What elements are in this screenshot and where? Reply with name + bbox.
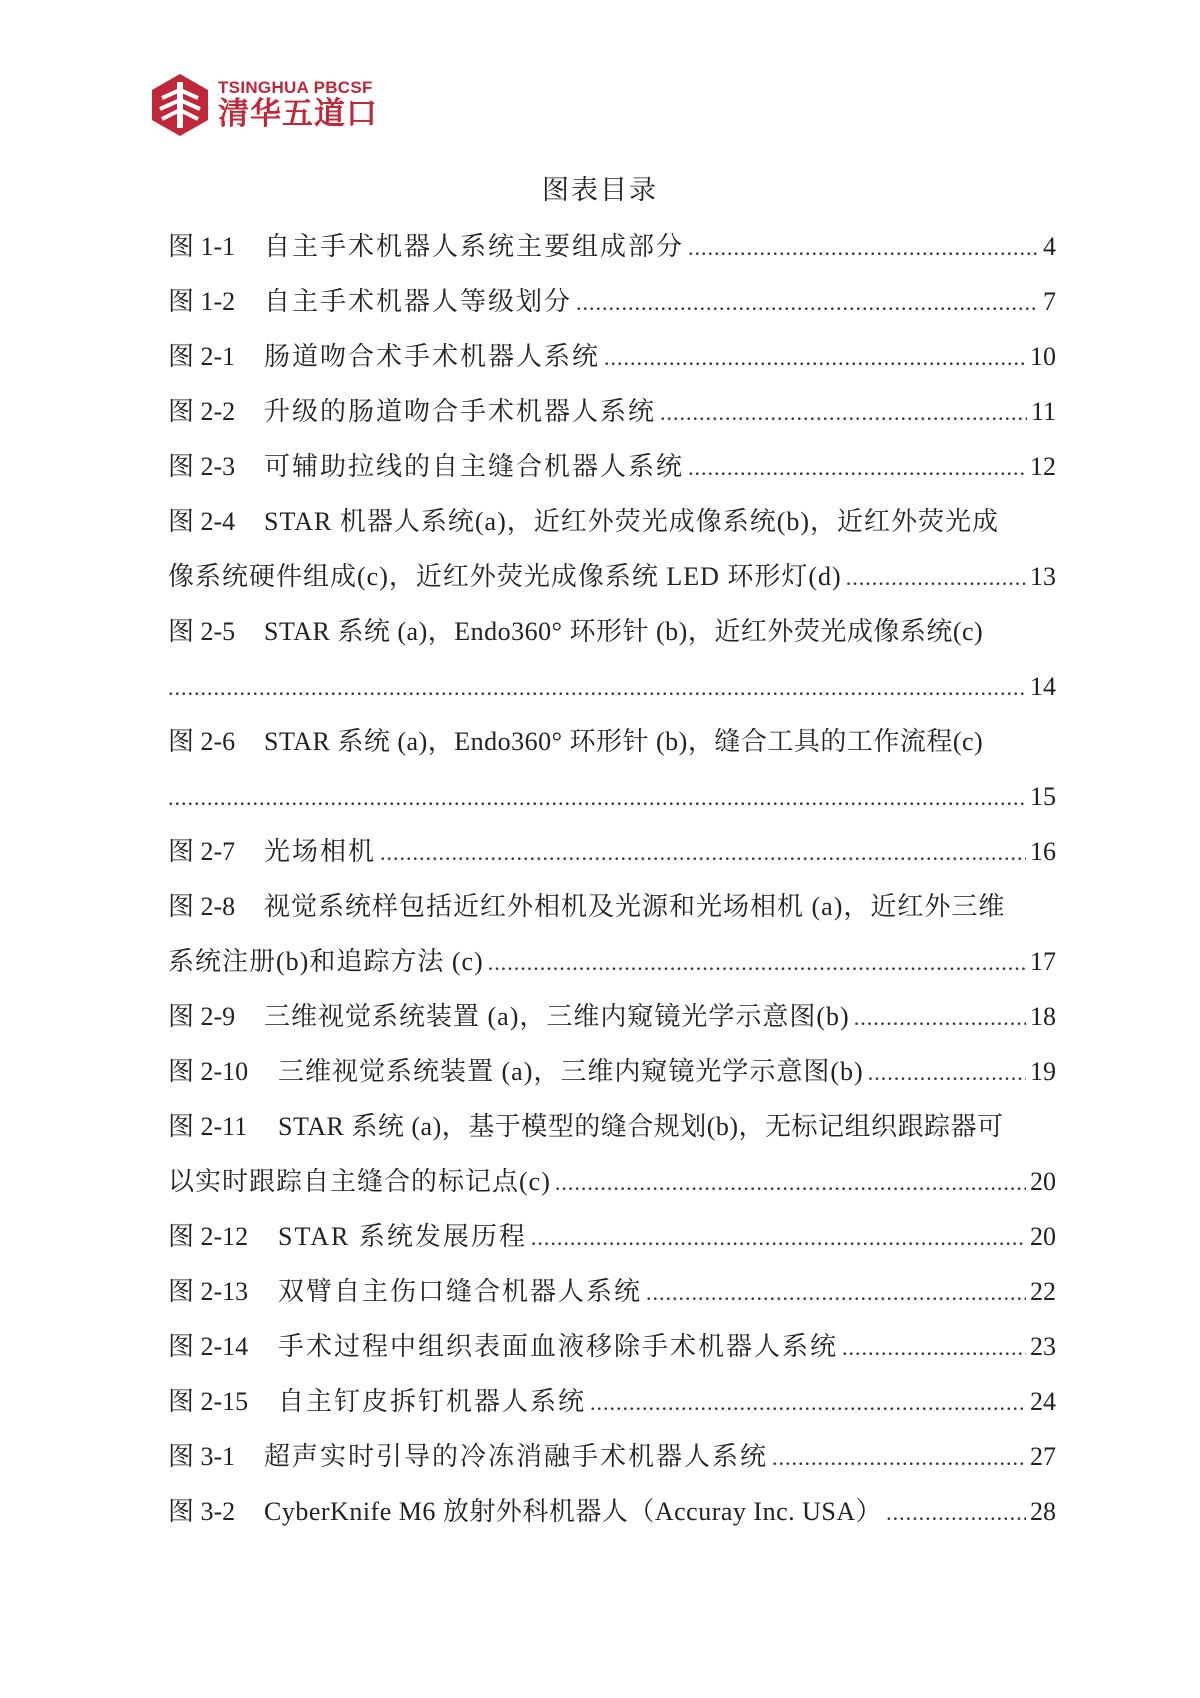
page-number: 27: [1030, 1442, 1056, 1471]
toc-entry[interactable]: [168, 1044, 1056, 1099]
figure-number: 图 3-1: [168, 1442, 236, 1471]
figure-number: 图 2-14: [168, 1332, 249, 1361]
dot-leader: [590, 1375, 1026, 1430]
figure-caption: 超声实时引导的冷冻消融手术机器人系统: [264, 1442, 769, 1471]
page-number: 20: [1030, 1167, 1056, 1196]
figure-number: 图 2-4: [168, 507, 236, 536]
page-number: 11: [1030, 397, 1056, 426]
figure-caption: 自主手术机器人等级划分: [264, 287, 573, 316]
dot-leader: [772, 1430, 1026, 1485]
figure-number: 图 2-13: [168, 1277, 249, 1306]
figure-number: 图 2-1: [168, 342, 236, 371]
dot-leader: [380, 825, 1026, 880]
figure-number: 图 2-10: [168, 1057, 249, 1086]
header-logo: [150, 72, 378, 138]
figure-caption: 双臂自主伤口缝合机器人系统: [278, 1277, 643, 1306]
figure-number: 图 1-1: [168, 232, 236, 261]
dot-leader: [576, 275, 1039, 330]
dot-leader: [660, 385, 1027, 440]
figure-caption: STAR 系统 (a)，基于模型的缝合规划(b)，无标记组织跟踪器可: [278, 1112, 1004, 1141]
page-title: 图表目录: [542, 175, 658, 205]
dot-leader: [842, 1320, 1026, 1375]
figure-caption-continued: 系统注册(b)和追踪方法 (c): [168, 947, 484, 976]
toc-entry[interactable]: [168, 1099, 1056, 1209]
dot-leader: [168, 770, 1026, 825]
toc-entry[interactable]: [168, 219, 1056, 274]
toc-entry[interactable]: [168, 604, 1056, 714]
figure-caption: 三维视觉系统装置 (a)，三维内窥镜光学示意图(b): [264, 1002, 850, 1031]
figure-caption: 视觉系统样包括近红外相机及光源和光场相机 (a)，近红外三维: [264, 892, 1006, 921]
toc-entry[interactable]: [168, 1484, 1056, 1539]
toc-entry[interactable]: [168, 274, 1056, 329]
figure-caption: STAR 系统发展历程: [278, 1222, 527, 1251]
figure-caption: 光场相机: [264, 837, 377, 866]
toc-entry[interactable]: [168, 384, 1056, 439]
page-number: 18: [1030, 1002, 1056, 1031]
dot-leader: [531, 1210, 1026, 1265]
dot-leader: [646, 1265, 1026, 1320]
figure-number: 图 2-8: [168, 892, 236, 921]
toc-entry[interactable]: [168, 1319, 1056, 1374]
page-number: 13: [1030, 562, 1056, 591]
page-number: 12: [1030, 452, 1056, 481]
toc-entry[interactable]: [168, 1264, 1056, 1319]
figure-number: 图 2-9: [168, 1002, 236, 1031]
figure-caption: 自主手术机器人系统主要组成部分: [264, 232, 685, 261]
figure-caption: 肠道吻合术手术机器人系统: [264, 342, 601, 371]
toc-entry[interactable]: [168, 714, 1056, 824]
toc-entry[interactable]: [168, 1209, 1056, 1264]
figure-number: 图 2-12: [168, 1222, 249, 1251]
dot-leader: [886, 1485, 1026, 1540]
page-number: 19: [1030, 1057, 1056, 1086]
dot-leader: [488, 935, 1026, 990]
toc-entry[interactable]: [168, 494, 1056, 604]
figure-number: 图 2-3: [168, 452, 236, 481]
logo-emblem-icon: [150, 72, 210, 138]
dot-leader: [688, 440, 1026, 495]
figure-caption: 升级的肠道吻合手术机器人系统: [264, 397, 657, 426]
figure-number: 图 2-15: [168, 1387, 249, 1416]
figure-number: 图 2-5: [168, 617, 236, 646]
page-number: 15: [1030, 782, 1056, 811]
page-number: 4: [1043, 232, 1056, 261]
figure-caption: 可辅助拉线的自主缝合机器人系统: [264, 452, 685, 481]
logo-chinese-text: 清华五道口: [218, 96, 378, 132]
page-number: 20: [1030, 1222, 1056, 1251]
figure-number: 图 1-2: [168, 287, 236, 316]
figure-number: 图 2-7: [168, 837, 236, 866]
toc-entry[interactable]: [168, 329, 1056, 384]
figure-caption: STAR 系统 (a)，Endo360° 环形针 (b)，近红外荧光成像系统(c): [264, 617, 984, 646]
toc-entry[interactable]: [168, 824, 1056, 879]
figure-caption: STAR 机器人系统(a)，近红外荧光成像系统(b)，近红外荧光成: [264, 507, 1000, 536]
dot-leader: [854, 990, 1026, 1045]
table-of-figures: [168, 219, 1056, 1539]
page-number: 24: [1030, 1387, 1056, 1416]
toc-entry[interactable]: [168, 1374, 1056, 1429]
figure-caption-continued: 像系统硬件组成(c)，近红外荧光成像系统 LED 环形灯(d): [168, 562, 842, 591]
dot-leader: [168, 660, 1026, 715]
figure-number: 图 3-2: [168, 1497, 236, 1526]
page-number: 14: [1030, 672, 1056, 701]
page-number: 22: [1030, 1277, 1056, 1306]
figure-caption: 手术过程中组织表面血液移除手术机器人系统: [278, 1332, 839, 1361]
dot-leader: [604, 330, 1026, 385]
page-number: 16: [1030, 837, 1056, 866]
toc-entry[interactable]: [168, 879, 1056, 989]
page-number: 7: [1043, 287, 1056, 316]
dot-leader: [688, 220, 1039, 275]
dot-leader: [555, 1155, 1026, 1210]
figure-caption: 三维视觉系统装置 (a)，三维内窥镜光学示意图(b): [278, 1057, 864, 1086]
toc-entry[interactable]: [168, 1429, 1056, 1484]
figure-caption: STAR 系统 (a)，Endo360° 环形针 (b)，缝合工具的工作流程(c): [264, 727, 984, 756]
figure-caption: 自主钉皮拆钉机器人系统: [278, 1387, 587, 1416]
toc-entry[interactable]: [168, 439, 1056, 494]
page-number: 23: [1030, 1332, 1056, 1361]
logo-english-text: TSINGHUA PBCSF: [218, 78, 373, 97]
page-number: 10: [1030, 342, 1056, 371]
figure-number: 图 2-2: [168, 397, 236, 426]
page-number: 17: [1030, 947, 1056, 976]
dot-leader: [846, 550, 1026, 605]
page-number: 28: [1030, 1497, 1056, 1526]
toc-entry[interactable]: [168, 989, 1056, 1044]
figure-number: 图 2-11: [168, 1112, 248, 1141]
dot-leader: [868, 1045, 1026, 1100]
figure-caption-continued: 以实时跟踪自主缝合的标记点(c): [168, 1167, 551, 1196]
figure-number: 图 2-6: [168, 727, 236, 756]
figure-caption: CyberKnife M6 放射外科机器人（Accuray Inc. USA）: [264, 1497, 883, 1526]
